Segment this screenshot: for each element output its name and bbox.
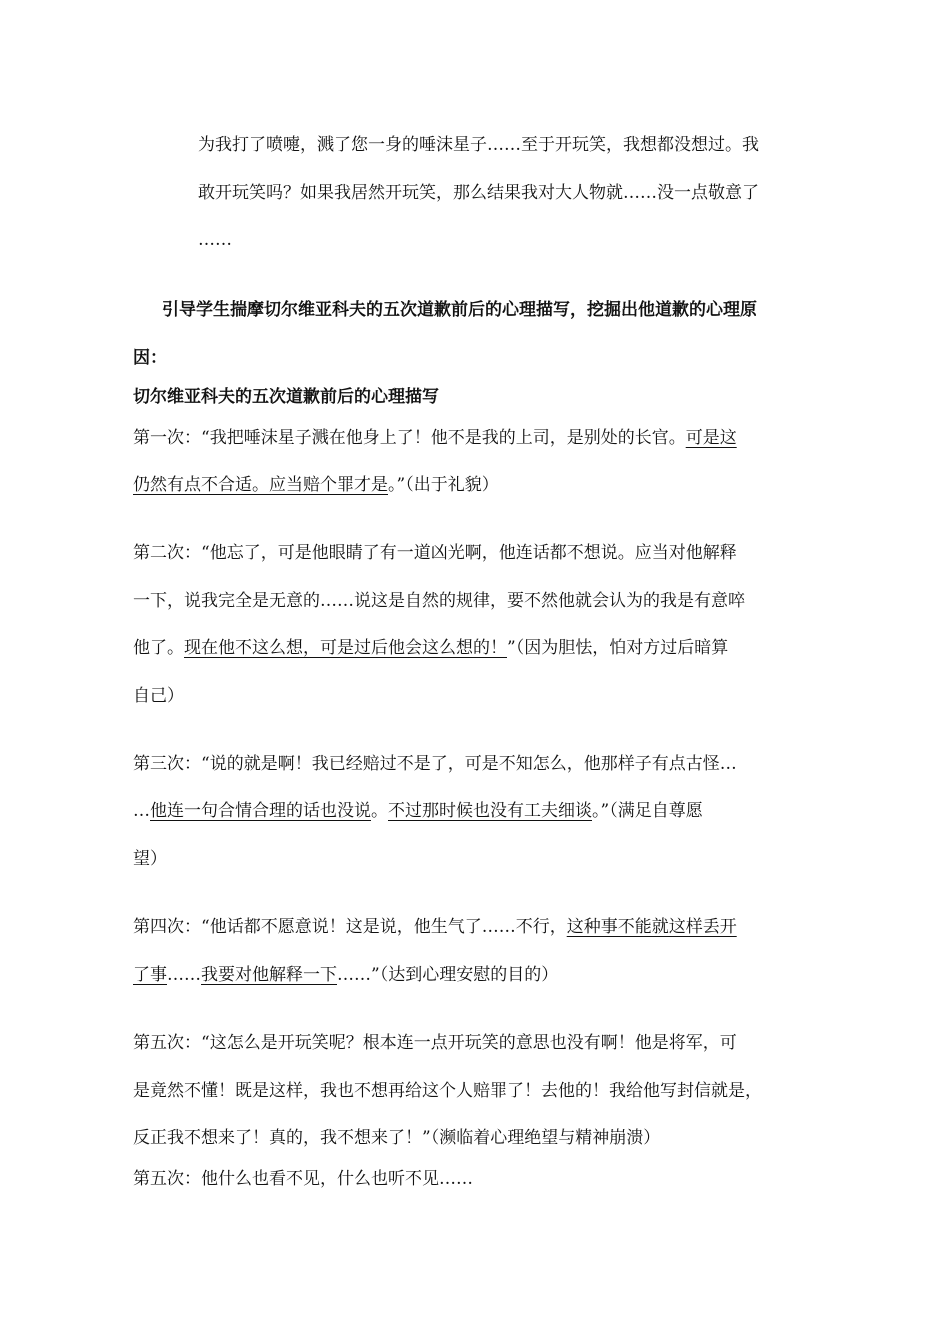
apology-2-text: 他了。 — [133, 638, 184, 658]
apology-2-line-3 — [133, 636, 728, 660]
apology-3-line-3: 望） — [133, 849, 167, 869]
quote-line-1: 为我打了喷嚏，溅了您一身的唾沫星子……至于开玩笑，我想都没想过。我 — [198, 135, 759, 155]
apology-1-line-1 — [133, 426, 737, 450]
apology-1-underlined: 可是这 — [685, 428, 737, 448]
apology-4-underlined-2: 我要对他解释一下 — [201, 965, 337, 985]
apology-4-text: 第四次：“他话都不愿意说！这是说，他生气了……不行， — [133, 917, 567, 937]
apology-2-line-4: 自己） — [133, 686, 184, 706]
apology-1-underlined-cont: 仍然有点不合适。应当赔个罪才是 — [133, 475, 388, 495]
apology-2-line-2: 一下，说我完全是无意的……说这是自然的规律，要不然他就会认为的我是有意啐 — [133, 591, 745, 611]
section-title: 切尔维亚科夫的五次道歉前后的心理描写 — [133, 387, 439, 407]
apology-6-line-1: 第五次：他什么也看不见，什么也听不见…… — [133, 1169, 473, 1189]
apology-3-note: 。”（满足自尊愿 — [592, 801, 703, 821]
apology-3-underlined-1: 他连一句合情合理的话也没说 — [150, 801, 371, 821]
apology-2-line-1: 第二次：“他忘了，可是他眼睛了有一道凶光啊，他连话都不想说。应当对他解释 — [133, 543, 737, 563]
apology-2-underlined: 现在他不这么想，可是过后他会这么想的！ — [184, 638, 507, 658]
guide-line-2: 因： — [133, 348, 167, 368]
apology-5-line-1: 第五次：“这怎么是开玩笑呢？根本连一点开玩笑的意思也没有啊！他是将军，可 — [133, 1033, 737, 1053]
apology-3-period: 。 — [371, 801, 388, 821]
apology-4-note: ……”（达到心理安慰的目的） — [337, 965, 559, 985]
apology-4-line-1 — [133, 915, 737, 939]
apology-4-line-2 — [133, 963, 558, 987]
apology-3-ellipsis: … — [133, 801, 150, 821]
apology-5-line-2: 是竟然不懂！既是这样，我也不想再给这个人赔罪了！去他的！我给他写封信就是， — [133, 1081, 762, 1101]
apology-1-note: 。”（出于礼貌） — [388, 475, 499, 495]
apology-5-line-3: 反正我不想来了！真的，我不想来了！”（濒临着心理绝望与精神崩溃） — [133, 1128, 661, 1148]
apology-4-underlined: 这种事不能就这样丢开 — [566, 917, 737, 937]
apology-4-underlined-cont: 了事 — [133, 965, 167, 985]
quote-line-2: 敢开玩笑吗？如果我居然开玩笑，那么结果我对大人物就……没一点敬意了 — [198, 183, 759, 203]
quote-line-3: …… — [198, 230, 232, 250]
apology-3-line-2 — [133, 799, 703, 823]
apology-2-note: ”（因为胆怯，怕对方过后暗算 — [507, 638, 729, 658]
guide-line-1: 引导学生揣摩切尔维亚科夫的五次道歉前后的心理描写，挖掘出他道歉的心理原 — [162, 300, 757, 320]
apology-3-line-1: 第三次：“说的就是啊！我已经赔过不是了，可是不知怎么，他那样子有点古怪… — [133, 754, 737, 774]
apology-1-text: 第一次：“我把唾沫星子溅在他身上了！他不是我的上司，是别处的长官。 — [133, 428, 686, 448]
apology-4-ellipsis: …… — [167, 965, 201, 985]
apology-3-underlined-2: 不过那时候也没有工夫细谈 — [388, 801, 592, 821]
apology-1-line-2 — [133, 473, 499, 497]
